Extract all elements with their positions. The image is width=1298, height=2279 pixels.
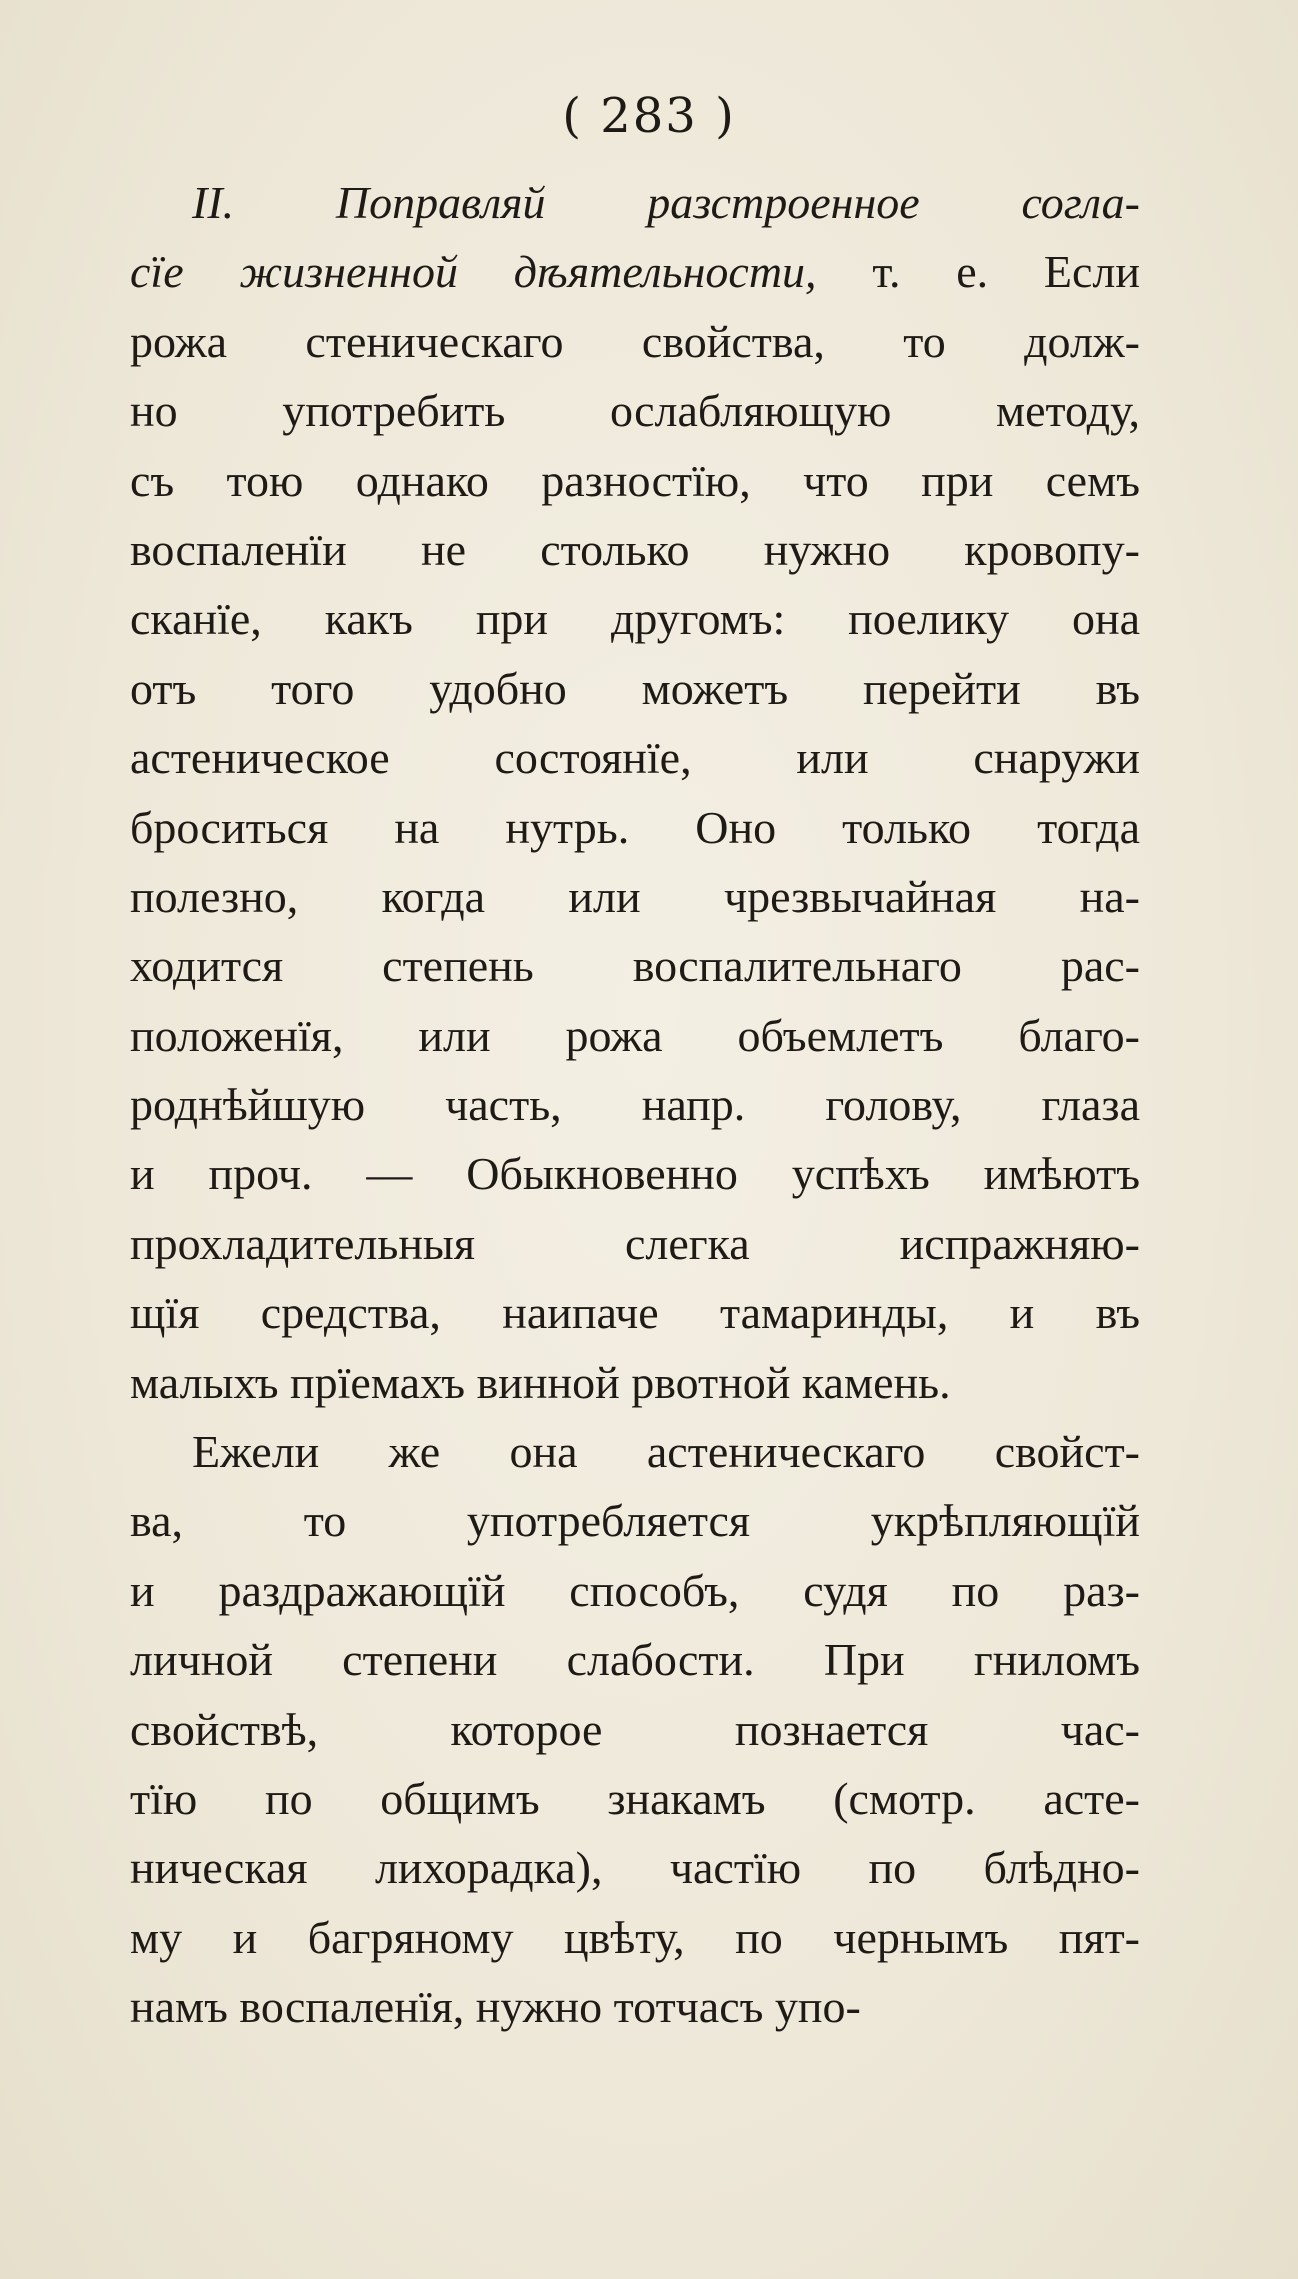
text-line: личной степени слабости. При гниломъ [130,1634,1140,1686]
text-line: щїя средства, наипаче тамаринды, и въ [130,1287,1140,1339]
text-line [130,237,1140,306]
text-line: тїю по общимъ знакамъ (смотр. асте- [130,1772,1140,1824]
page-number: ( 283 ) [562,88,736,144]
text-run: т. е. Если [816,246,1140,298]
text-line: съ тою однако разностїю, что при семъ [130,454,1140,506]
text-line: но употребить ослабляющую методу, [130,385,1140,437]
text-line: положенїя, или рожа объемлетъ благо- [130,1009,1140,1061]
text-line: ходится степень воспалительнаго рас- [130,940,1140,992]
text-line: астеническое состоянїе, или снаружи [130,732,1140,784]
text-line: прохладительныя слегка испражняю- [130,1217,1140,1269]
body-text [130,168,1140,2042]
text-line: роднѣйшую часть, напр. голову, глаза [130,1079,1140,1131]
italic-heading-part: сїе жизненной дѣятельности, [130,246,817,298]
text-line: воспаленїи не столько нужно кровопу- [130,523,1140,575]
text-line: полезно, когда или чрезвычайная на- [130,870,1140,922]
text-line: ва, то употребляется укрѣпляющїй [130,1495,1140,1547]
text-line: ническая лихорадка), частїю по блѣдно- [130,1842,1140,1894]
text-line: и раздражающїй способъ, судя по раз- [130,1564,1140,1616]
text-line: отъ того удобно можетъ перейти въ [130,662,1140,714]
text-line: намъ воспаленїя, нужно тотчасъ упо- [130,1981,861,2033]
text-line: малыхъ прїемахъ винной рвотной камень. [130,1356,951,1408]
text-line: сканїе, какъ при другомъ: поелику она [130,593,1140,645]
text-line: Ежели же она астеническаго свойст- [192,1426,1140,1478]
text-line: свойствѣ, которое познается час- [130,1703,1140,1755]
text-line: рожа стеническаго свойства, то долж- [130,315,1140,367]
text-line: му и багряному цвѣту, по чернымъ пят- [130,1911,1140,1963]
text-line: броситься на нутрь. Оно только тогда [130,801,1140,853]
text-line: и проч. — Обыкновенно успѣхъ имѣютъ [130,1148,1140,1200]
text-line: II. Поправляй разстроенное согла- [192,177,1140,228]
